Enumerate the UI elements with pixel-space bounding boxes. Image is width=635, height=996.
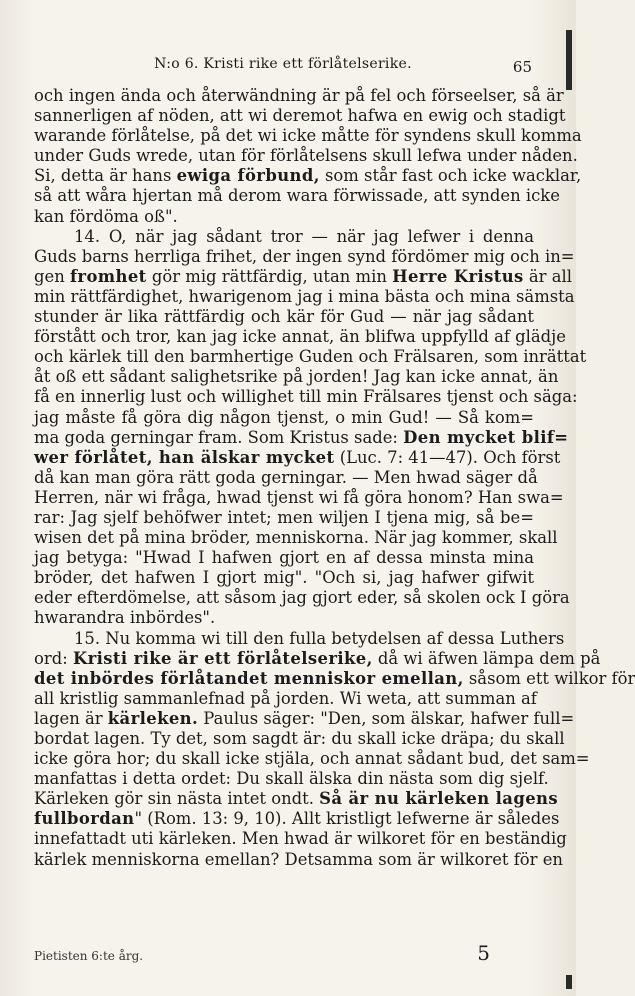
emphasized-text: Så är nu kärleken lagens: [319, 789, 558, 809]
text-segment: och ingen ända och återwändning är på fel och förseelser, så är: [34, 86, 564, 105]
text-line: [34, 487, 564, 508]
text-line: [34, 86, 564, 106]
text-line: [34, 628, 565, 649]
text-line: [34, 809, 560, 829]
edge-mark: [566, 975, 572, 989]
text-segment: 15. Nu komma wi till den fulla betydelsen af dessa Luthers: [74, 628, 565, 648]
text-segment: rar: Jag sjelf behöfwer intet; men wiljen I tjena mig, så be=: [34, 507, 534, 527]
text-line: [34, 668, 635, 689]
sheet-number: 5: [477, 941, 490, 965]
emphasized-text: fromhet: [69, 266, 147, 286]
emphasized-text: det inbördes förlåtandet menniskor emellan,: [34, 668, 464, 688]
text-line: [34, 227, 534, 247]
text-line: [34, 286, 575, 307]
text-line: [34, 749, 590, 769]
emphasized-text: wer förlåtet, han älskar mycket: [34, 447, 335, 467]
text-segment: ma goda gerningar fram. Som Kristus sade:: [34, 427, 404, 447]
text-segment: som står fast och icke wacklar,: [319, 166, 582, 186]
text-line: [34, 708, 575, 729]
text-line: [34, 347, 587, 367]
running-head: N:o 6. Kristi rike ett förlåtelserike.: [154, 56, 412, 72]
text-segment: åt oß ett sådant salighetsrike på jorden! Jag kan icke annat, än: [34, 367, 559, 387]
text-line: [34, 186, 560, 206]
text-segment: är all: [523, 266, 572, 286]
text-line: [34, 508, 534, 528]
text-line: [34, 427, 569, 448]
emphasized-text: kärleken.: [107, 708, 199, 728]
text-line: [34, 548, 534, 568]
text-line: [34, 829, 567, 849]
text-segment: lagen är: [34, 708, 108, 728]
text-segment: gen: [34, 266, 70, 286]
text-segment: wisen det på mina bröder, menniskorna. När jag kommer, skall: [34, 528, 558, 548]
text-segment: så att wåra hjertan må derom wara förwissade, att synden icke: [34, 186, 560, 206]
text-line: [34, 266, 572, 287]
text-line: [34, 408, 534, 428]
text-line: [34, 367, 559, 387]
edge-mark: [566, 30, 572, 90]
text-segment: såsom ett wilkor för: [463, 668, 635, 688]
text-line: [34, 648, 601, 669]
body-text: [34, 86, 635, 870]
text-segment: all kristlig sammanlefnad på jorden. Wi weta, att summan af: [34, 688, 537, 708]
text-segment: Herren, när wi fråga, hwad tjenst wi få göra honom? Han swa=: [34, 487, 564, 507]
text-line: [34, 387, 578, 407]
text-segment: förstått och tror, kan jag icke annat, än blifwa uppfylld af glädje: [34, 327, 566, 347]
text-segment: bröder, det hafwen I gjort mig". "Och si, jag hafwer gifwit: [34, 568, 534, 588]
text-line: [34, 467, 538, 488]
text-line: [34, 166, 582, 186]
text-segment: under Guds wrede, utan för förlåtelsens skull lefwa under nåden.: [34, 146, 578, 166]
text-segment: manfattas i detta ordet: Du skall älska din nästa som dig sjelf.: [34, 769, 549, 789]
text-segment: jag måste få göra dig någon tjenst, o min Gud! — Så kom=: [34, 407, 534, 427]
text-segment: kan fördöma oß".: [34, 206, 178, 226]
text-line: [34, 608, 534, 628]
text-line: [34, 126, 582, 146]
printer-signature: Pietisten 6:te årg.: [34, 949, 144, 963]
text-segment: sannerligen af nöden, att wi deremot hafwa en ewig och stadigt: [34, 106, 566, 126]
text-line: [34, 568, 534, 588]
text-line: [34, 106, 566, 126]
text-segment: ord:: [34, 648, 73, 668]
emphasized-text: Herre Kristus: [392, 266, 524, 286]
text-line: [34, 789, 558, 809]
emphasized-text: ewiga förbund,: [176, 166, 320, 186]
text-segment: icke göra hor; du skall icke stjäla, och annat sådant bud, det sam=: [34, 749, 590, 769]
text-segment: få en innerlig lust och willighet till min Frälsares tjenst och säga:: [34, 387, 578, 407]
text-segment: Si, detta är hans: [34, 166, 177, 186]
text-segment: eder efterdömelse, att såsom jag gjort eder, så skolen ock I göra: [34, 588, 570, 608]
page-number: 65: [512, 58, 532, 76]
text-line: [34, 688, 537, 709]
text-line: [34, 207, 534, 227]
text-segment: Guds barns herrliga frihet, der ingen synd fördömer mig och in=: [34, 246, 575, 266]
text-segment: innefattadt uti kärleken. Men hwad är wilkoret för en beständig: [34, 829, 567, 849]
emphasized-text: Kristi rike är ett förlåtelserike,: [72, 648, 373, 668]
text-segment: stunder är lika rättfärdig och kär för Gud — när jag sådant: [34, 307, 534, 327]
text-segment: kärlek menniskorna emellan? Detsamma som är wilkoret för en: [34, 849, 563, 869]
text-segment: Kärleken gör sin nästa intet ondt.: [34, 789, 320, 809]
text-segment: gör mig rättfärdig, utan min: [146, 266, 393, 286]
page-footer: [34, 943, 534, 967]
text-segment: warande förlåtelse, på det wi icke måtte för syndens skull komma: [34, 126, 582, 146]
text-segment: bordat lagen. Ty det, som sagdt är: du skall icke dräpa; du skall: [34, 729, 565, 748]
text-line: [34, 588, 570, 608]
text-segment: då kan man göra rätt goda gerningar. — Men hwad säger då: [34, 467, 538, 487]
text-line: [34, 246, 575, 267]
text-line: [34, 327, 566, 347]
text-line: [34, 528, 558, 548]
text-line: [34, 849, 563, 870]
text-segment: jag betyga: "Hwad I hafwen gjort en af dessa minsta mina: [34, 548, 534, 568]
text-segment: och kärlek till den barmhertige Guden och Frälsaren, som inrättat: [34, 347, 587, 367]
text-line: [34, 307, 534, 327]
text-line: [34, 146, 578, 166]
page-header: [34, 56, 532, 78]
emphasized-text: Den mycket blif=: [403, 427, 569, 447]
text-line: [34, 447, 561, 468]
text-segment: 14. O, när jag sådant tror — när jag lefwer i denna: [74, 226, 534, 246]
emphasized-text: fullbordan: [34, 809, 135, 829]
text-segment: hwarandra inbördes".: [34, 608, 216, 628]
text-segment: då wi äfwen lämpa dem på: [372, 648, 601, 668]
text-line: [34, 729, 565, 749]
text-segment: Paulus säger: "Den, som älskar, hafwer full=: [198, 708, 575, 728]
text-segment: " (Rom. 13: 9, 10). Allt kristligt lefwerne är således: [134, 809, 560, 829]
text-segment: (Luc. 7: 41—47). Och först: [334, 447, 561, 467]
text-segment: min rättfärdighet, hwarigenom jag i mina bästa och mina sämsta: [34, 286, 575, 306]
text-line: [34, 769, 549, 789]
